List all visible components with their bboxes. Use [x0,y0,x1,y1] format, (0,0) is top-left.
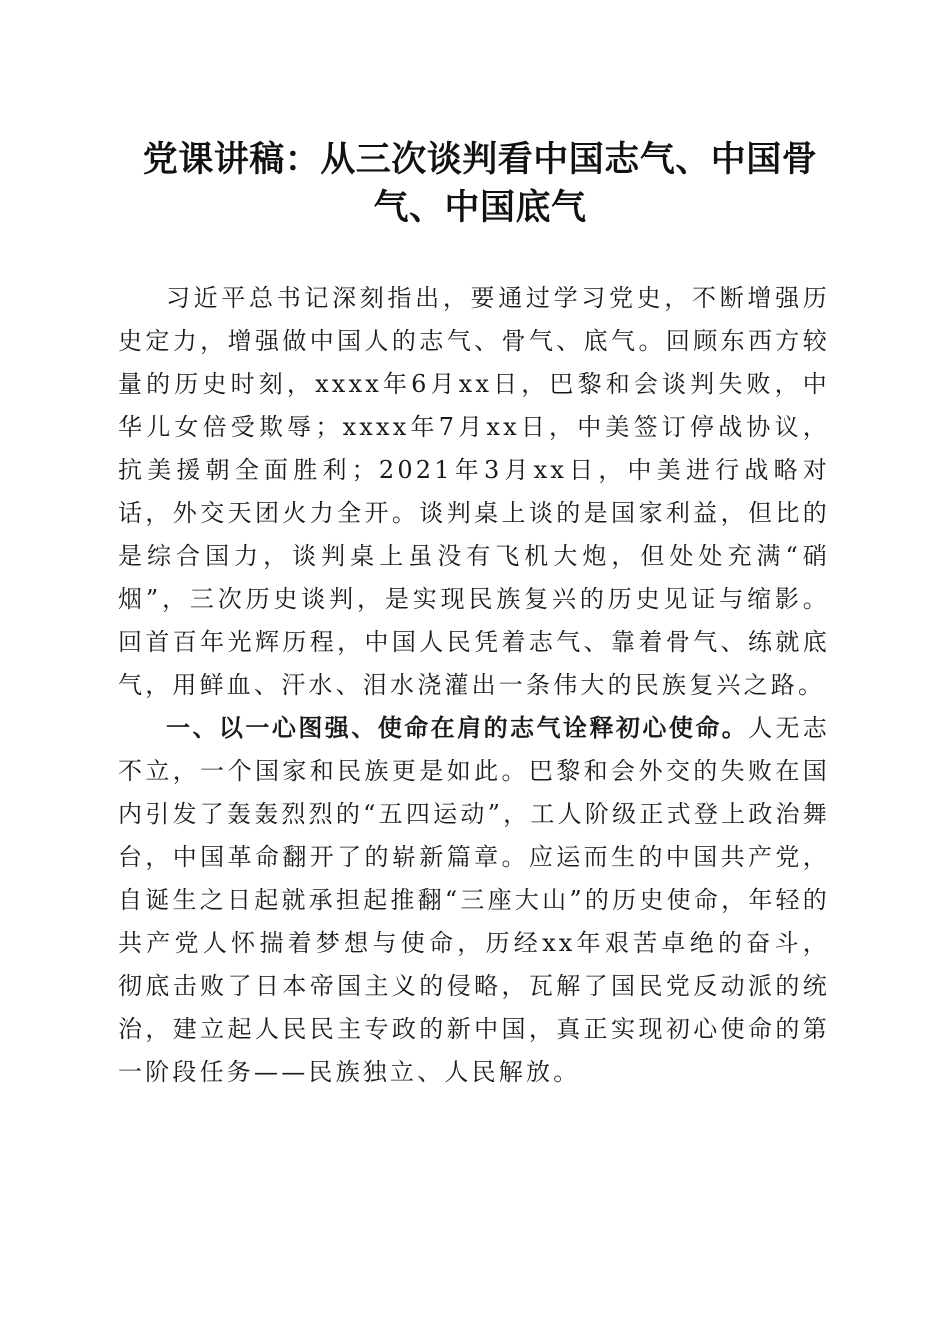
document-body [118,277,830,1094]
section-one-text: 人无志不立，一个国家和民族更是如此。巴黎和会外交的失败在国内引发了轰轰烈烈的“五四运动”，工人阶级正式登上政治舞台，中国革命翻开了的崭新篇章。应运而生的中国共产党，自诞生之日起就承担起推翻“三座大山”的历史使命，年轻的共产党人怀揣着梦想与使命，历经xx年艰苦卓绝的奋斗，彻底击败了日本帝国主义的侵略，瓦解了国民党反动派的统治，建立起人民民主专政的新中国，真正实现初心使命的第一阶段任务——民族独立、人民解放。 [118,714,830,1086]
document-title: 党课讲稿：从三次谈判看中国志气、中国骨气、中国底气 [142,139,818,228]
section-one-paragraph [118,707,830,1094]
intro-paragraph: 习近平总书记深刻指出，要通过学习党史，不断增强历史定力，增强做中国人的志气、骨气、底气。回顾东西方较量的历史时刻，xxxx年6月xx日，巴黎和会谈判失败，中华儿女倍受欺辱；xxxx年7月xx日，中美签订停战协议，抗美援朝全面胜利；2021年3月xx日，中美进行战略对话，外交天团火力全开。谈判桌上谈的是国家利益，但比的是综合国力，谈判桌上虽没有飞机大炮，但处处充满“硝烟”，三次历史谈判，是实现民族复兴的历史见证与缩影。回首百年光辉历程，中国人民凭着志气、靠着骨气、练就底气，用鲜血、汗水、泪水浇灌出一条伟大的民族复兴之路。 [118,284,830,699]
section-one-heading: 一、以一心图强、使命在肩的志气诠释初心使命。 [166,714,749,742]
